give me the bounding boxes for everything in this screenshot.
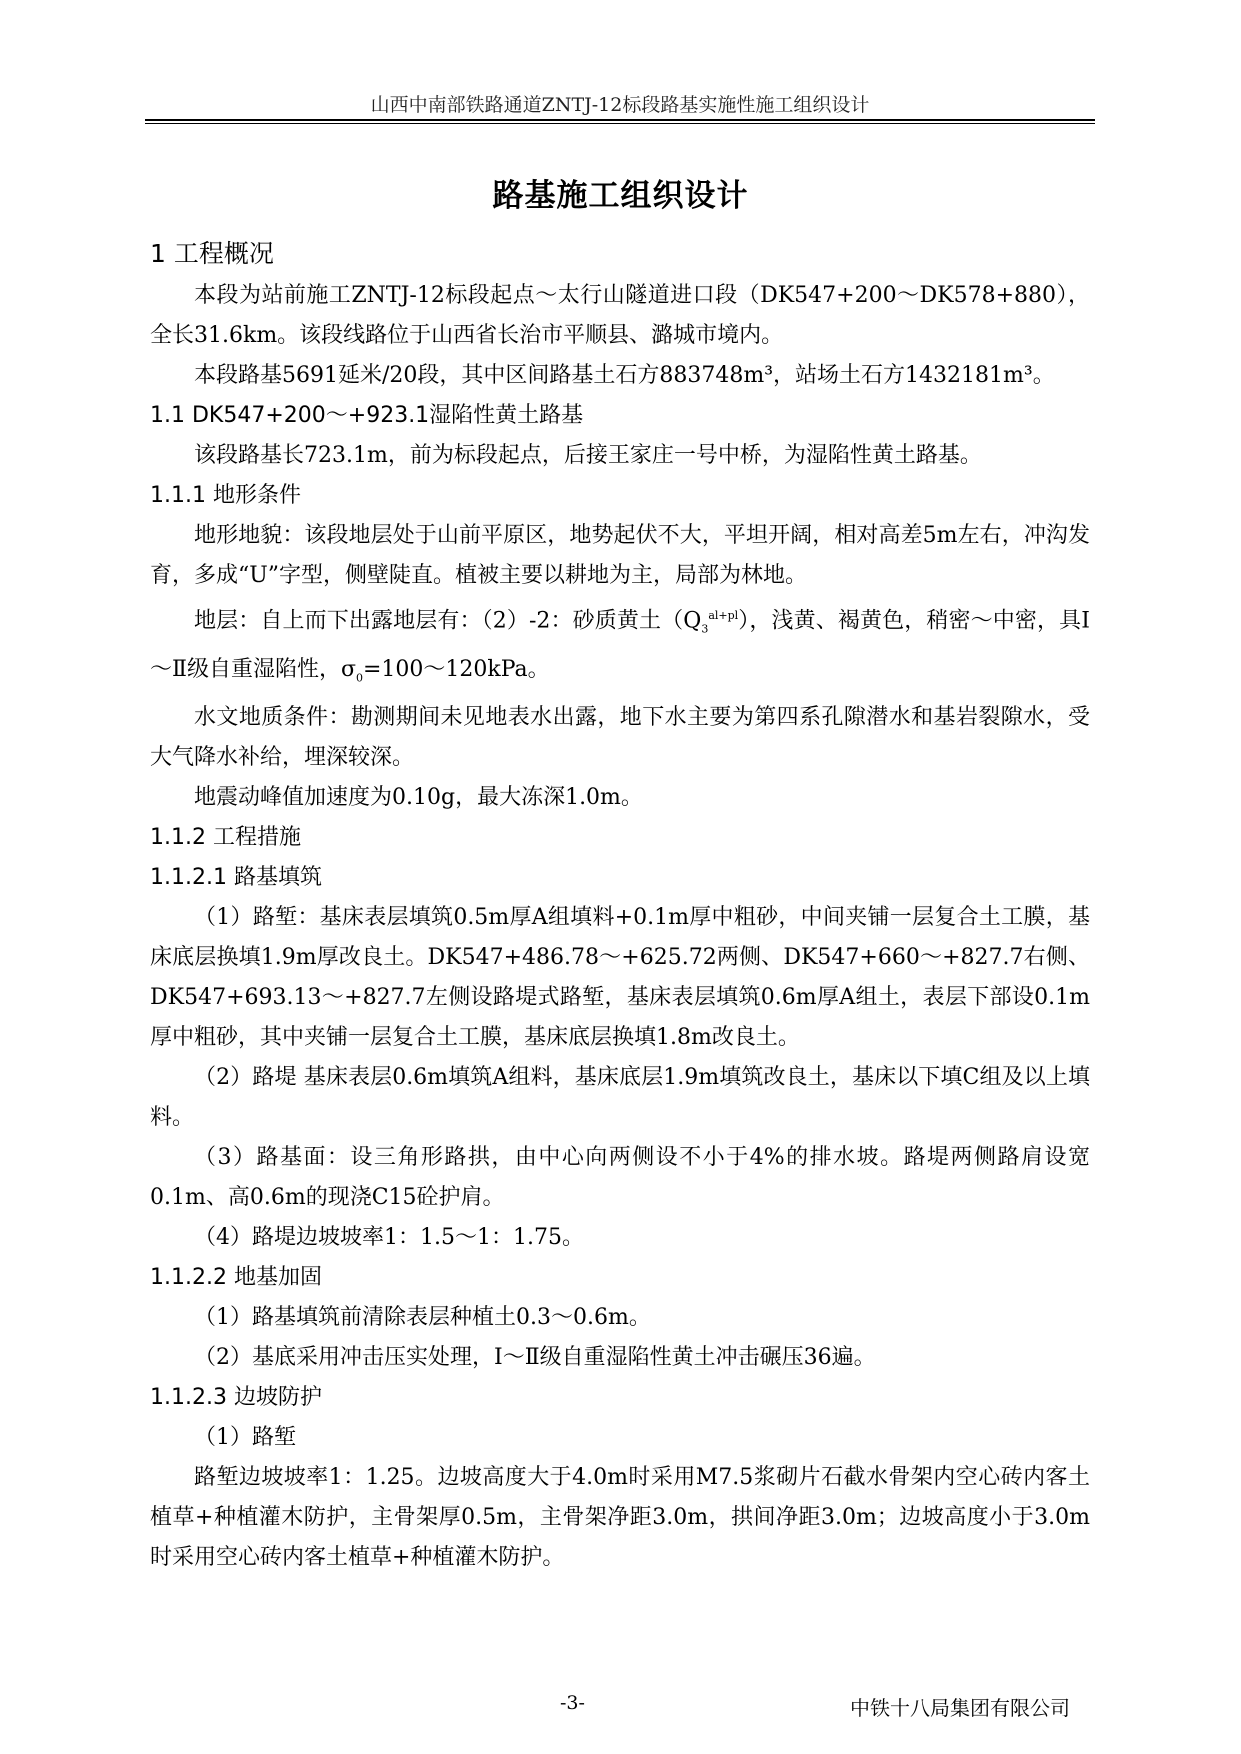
document-title: 路基施工组织设计 (492, 178, 749, 214)
paragraph: 本段为站前施工ZNTJ-12标段起点～太行山隧道进口段（DK547+200～DK578+880），全长31.6km。该段线路位于山西省长治市平顺县、潞城市境内。 (150, 283, 1090, 348)
subscript: 3 (701, 622, 709, 636)
paragraph: （2）基底采用冲击压实处理，Ⅰ～Ⅱ级自重湿陷性黄土冲击碾压36遍。 (194, 1345, 876, 1371)
heading-1-1: 1.1 DK547+200～+923.1湿陷性黄土路基 (150, 403, 584, 428)
paragraph: 该段路基长723.1m，前为标段起点，后接王家庄一号中桥，为湿陷性黄土路基。 (194, 443, 982, 468)
paragraph: （1）路堑：基床表层填筑0.5m厚A组填料+0.1m厚中粗砂，中间夹铺一层复合土工膜，基床底层换填1.9m厚改良土。DK547+486.78～+625.72两侧、DK547+660～+827.7右侧、DK547+693.13～+827.7左侧设路堤式路堑，基床表层填筑0.6m厚A组土，表层下部设0.1m厚中粗砂，其中夹铺一层复合土工膜，基床底层换填1.8m改良土。 (150, 905, 1090, 1051)
paragraph: （4）路堤边坡坡率1：1.5～1：1.75。 (194, 1225, 584, 1251)
paragraph: （1）路堑 (194, 1425, 296, 1451)
page-number: -3- (560, 1692, 585, 1714)
heading-1-1-2-2: 1.1.2.2 地基加固 (150, 1265, 322, 1291)
heading-1-1-2: 1.1.2 工程措施 (150, 825, 301, 851)
document-body (150, 232, 1090, 1578)
running-header: 山西中南部铁路通道ZNTJ-12标段路基实施性施工组织设计 (370, 94, 870, 116)
heading-1-1-2-3: 1.1.2.3 边坡防护 (150, 1385, 322, 1411)
text-run: ），浅黄、褐黄色，稍密～中密，具Ⅰ～Ⅱ级自重湿陷性，σ (150, 608, 1090, 682)
text-run: 地层：自上而下出露地层有：（2）-2：砂质黄土（Q (194, 608, 702, 634)
heading-1-1-1: 1.1.1 地形条件 (150, 483, 301, 508)
paragraph-strata (150, 596, 1090, 698)
subscript: 0 (355, 671, 363, 685)
footer-company: 中铁十八局集团有限公司 (850, 1696, 1070, 1720)
text-run: =100～120kPa。 (362, 656, 550, 682)
paragraph: 地震动峰值加速度为0.10g，最大冻深1.0m。 (194, 785, 643, 811)
paragraph: 本段路基5691延米/20段，其中区间路基土石方883748m³，站场土石方1432181m³。 (194, 363, 1055, 388)
paragraph: （1）路基填筑前清除表层种植土0.3～0.6m。 (194, 1305, 651, 1331)
header-rule-thin (145, 123, 1095, 124)
superscript: al+pl (708, 609, 739, 622)
paragraph: 地形地貌：该段地层处于山前平原区，地势起伏不大，平坦开阔，相对高差5m左右，冲沟发育，多成“U”字型，侧壁陡直。植被主要以耕地为主，局部为林地。 (150, 523, 1090, 588)
heading-1: 1 工程概况 (150, 239, 274, 268)
paragraph: 路堑边坡坡率1：1.25。边坡高度大于4.0m时采用M7.5浆砌片石截水骨架内空心砖内客土植草+种植灌木防护，主骨架厚0.5m，主骨架净距3.0m，拱间净距3.0m；边坡高度小于3.0m时采用空心砖内客土植草+种植灌木防护。 (150, 1465, 1090, 1571)
heading-1-1-2-1: 1.1.2.1 路基填筑 (150, 865, 322, 891)
paragraph: （2）路堤 基床表层0.6m填筑A组料，基床底层1.9m填筑改良土，基床以下填C组及以上填料。 (150, 1065, 1090, 1131)
paragraph: 水文地质条件：勘测期间未见地表水出露，地下水主要为第四系孔隙潜水和基岩裂隙水，受大气降水补给，埋深较深。 (150, 705, 1090, 771)
paragraph: （3）路基面：设三角形路拱，由中心向两侧设不小于4%的排水坡。路堤两侧路肩设宽0.1m、高0.6m的现浇C15砼护肩。 (150, 1145, 1090, 1211)
header-rule (145, 119, 1095, 121)
